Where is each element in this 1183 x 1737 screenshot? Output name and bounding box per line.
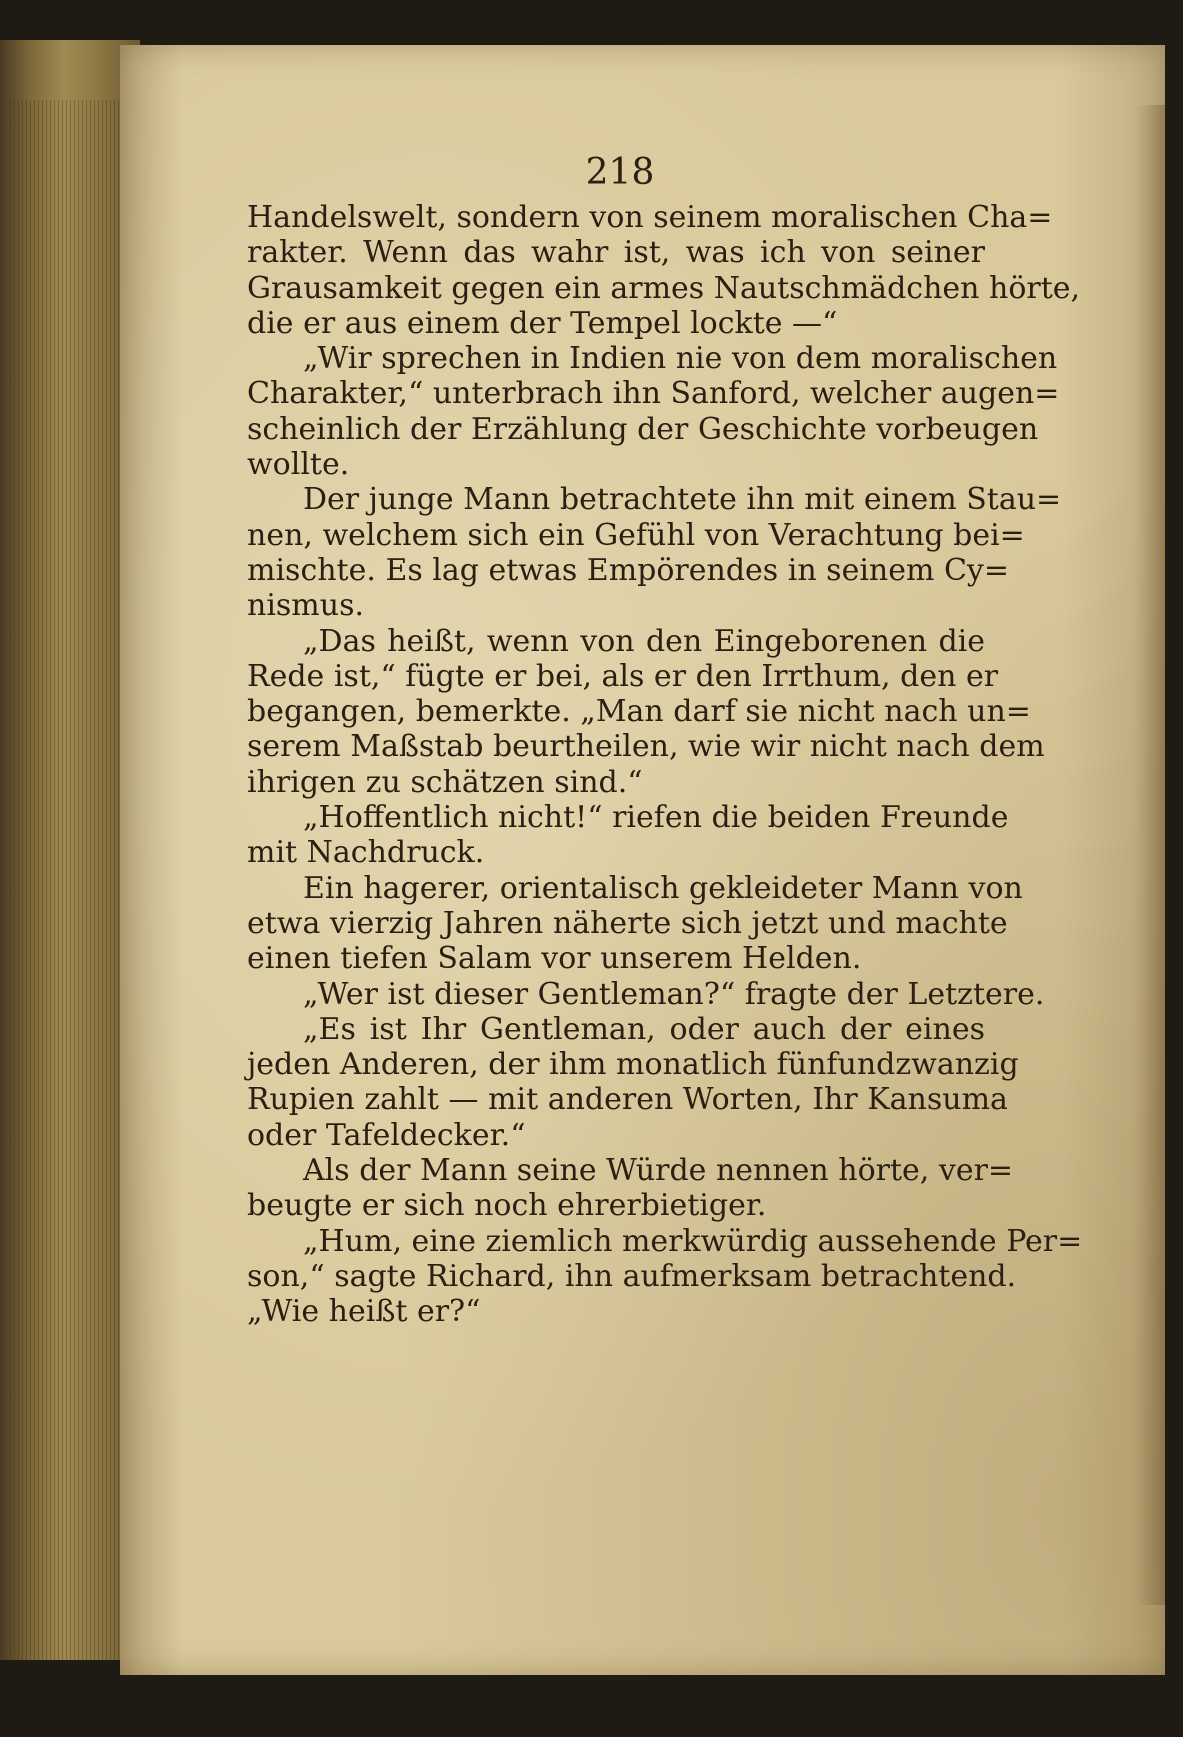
text-line: scheinlich der Erzählung der Geschichte vorbeugen [247,411,1039,447]
text-line: „Hum, eine ziemlich merkwürdig aussehende Per= [303,1223,1083,1259]
text-line: son,“ sagte Richard, ihn aufmerksam betrachtend. [247,1258,1017,1294]
text-line: mischte. Es lag etwas Empörendes in seinem Cy= [247,552,1010,588]
text-line: nen, welchem sich ein Gefühl von Verachtung bei= [247,517,1025,553]
text-line: „Wie heißt er?“ [247,1294,481,1330]
text-line: nismus. [247,588,365,624]
text-line: „Es ist Ihr Gentleman, oder auch der eines [303,1011,985,1047]
text-line: „Wer ist dieser Gentleman?“ fragte der Letztere. [303,976,1045,1012]
text-line: serem Maßstab beurtheilen, wie wir nicht nach dem [247,729,1045,765]
page-edge-lines [10,100,130,1660]
text-line: rakter. Wenn das wahr ist, was ich von seiner [247,235,985,271]
page-number: 218 [585,152,655,193]
text-line: mit Nachdruck. [247,835,485,871]
page-edge-shadow [1135,105,1165,1605]
text-line: „Das heißt, wenn von den Eingeborenen die [303,623,985,659]
text-line: „Wir sprechen in Indien nie von dem moralischen [303,341,1058,377]
text-line: etwa vierzig Jahren näherte sich jetzt und machte [247,905,1008,941]
text-line: Charakter,“ unterbrach ihn Sanford, welcher augen= [247,376,1060,412]
text-line: Handelswelt, sondern von seinem moralischen Cha= [247,200,1053,235]
text-line: die er aus einem der Tempel lockte —“ [247,305,838,341]
text-line: oder Tafeldecker.“ [247,1117,526,1153]
text-line: einen tiefen Salam vor unserem Helden. [247,941,862,977]
text-line: Grausamkeit gegen ein armes Nautschmädchen hörte, [247,270,1081,306]
text-line: begangen, bemerkte. „Man darf sie nicht nach un= [247,694,1031,730]
text-line: Als der Mann seine Würde nennen hörte, ver= [303,1153,1014,1189]
page-edges-left [0,40,140,1660]
text-line: „Hoffentlich nicht!“ riefen die beiden Freunde [303,800,1009,836]
text-line: ihrigen zu schätzen sind.“ [247,764,643,800]
text-line: jeden Anderen, der ihm monatlich fünfundzwanzig [247,1047,1019,1083]
text-line: Der junge Mann betrachtete ihn mit einem Stau= [303,482,1062,518]
text-line: Ein hagerer, orientalisch gekleideter Mann von [303,870,1023,906]
text-line: wollte. [247,447,350,483]
text-line: Rede ist,“ fügte er bei, als er den Irrthum, den er [247,658,999,694]
page-text [247,200,1083,1330]
text-line: Rupien zahlt — mit anderen Worten, Ihr Kansuma [247,1082,1008,1118]
text-line: beugte er sich noch ehrerbietiger. [247,1188,767,1224]
